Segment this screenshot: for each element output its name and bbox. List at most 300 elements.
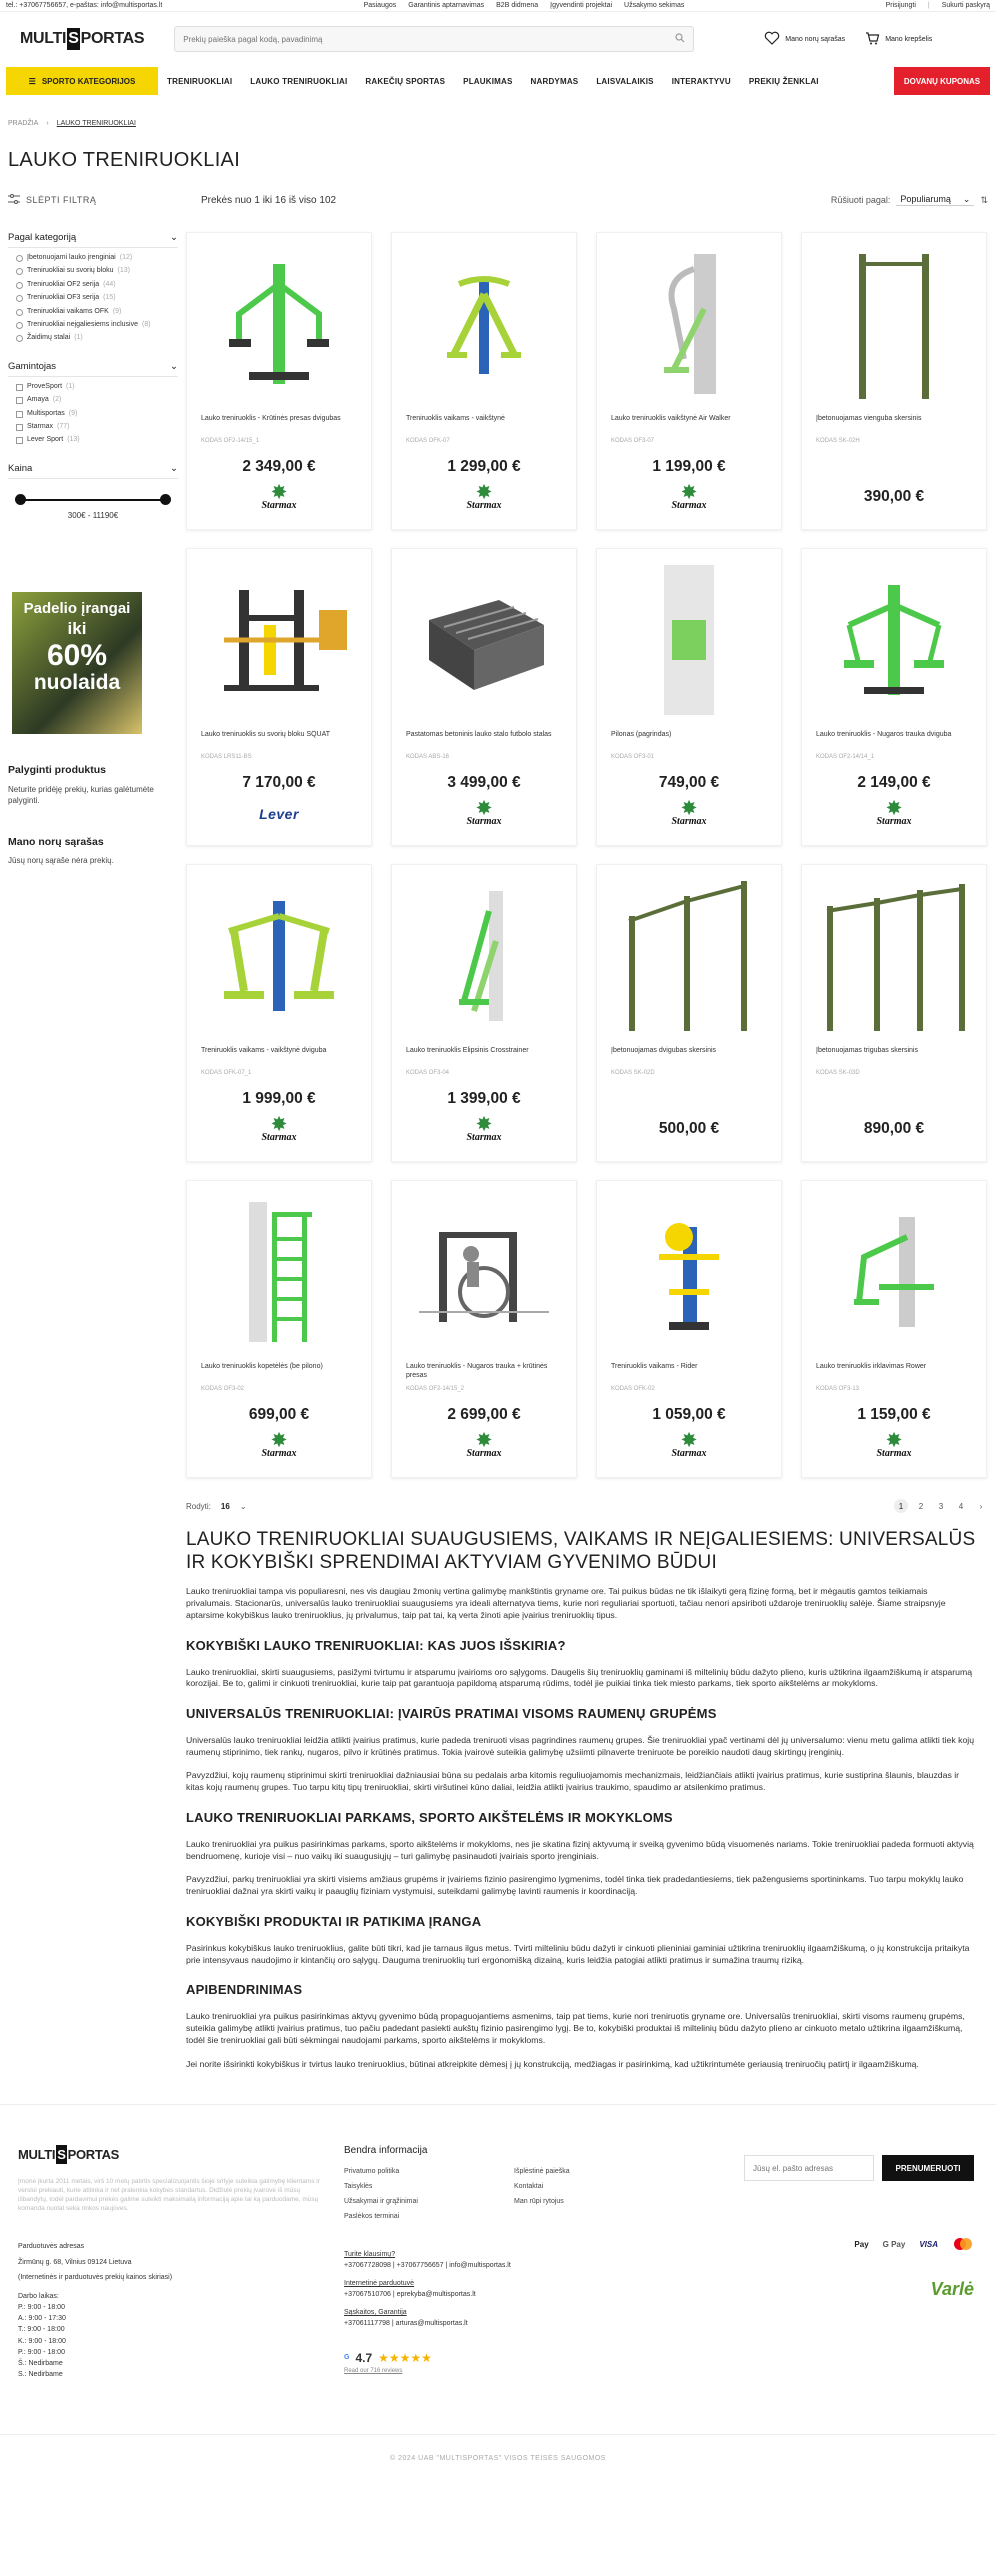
footer-link[interactable]: Man rūpi rytojus [514,2198,564,2206]
pagination-bar [186,1498,988,1514]
product-card[interactable] [391,548,577,846]
breadcrumb-separator: › [46,120,49,127]
brand-logo-starmax [406,1432,562,1459]
opening-hours-line: Š.: Nedirbame [18,2360,63,2368]
chevron-down-icon: ⌄ [170,232,178,243]
brand-option-label: ProveSport [27,382,63,390]
product-grid [186,232,988,1478]
google-rating[interactable] [344,2349,744,2367]
checkbox[interactable] [16,384,23,391]
brand-option-count: (2) [52,396,62,404]
product-card[interactable] [391,1180,577,1478]
header [0,12,996,66]
product-price: 1 999,00 € [242,1090,316,1107]
price-facet-header[interactable] [8,463,178,479]
chevron-down-icon: ⌄ [962,194,971,204]
category-option-label: Žaidimų stalai [27,334,71,342]
hide-filters-button[interactable] [8,194,201,206]
product-name[interactable]: Treniruoklis vaikams - vaikštynė [406,415,505,422]
checkbox[interactable] [16,411,23,418]
star-icon: ✸ [681,1430,697,1450]
category-facet [8,232,178,343]
radio[interactable] [16,309,23,316]
radio[interactable] [16,268,23,275]
brand-option-label: Starmax [27,422,54,430]
product-listing [186,232,988,2070]
brand-name: Starmax [671,816,707,827]
brand-facet-header[interactable] [8,361,178,377]
product-card[interactable] [801,232,987,530]
brand-name: Starmax [466,500,502,511]
footer-about: Įmonė įkurta 2011 metais, virš 10 metų patirtis specializuojantis šioje srityje suteikia galimybę klientams ir verslui prekiauti, kurie atitinka ir net pralenkia kokybės standartus. Didžiulė prekių įvairovė iš mūsų išbandytų, todėl pardavimui prekės galime suteikti maksimalią informaciją apie tai ką parduodame, mūsų komanda nuolat seka rinkos naujoves. [18,2178,320,2212]
category-option[interactable] [16,294,178,302]
opening-hours-line: T.: 9:00 - 18:00 [18,2326,65,2334]
checkbox[interactable] [16,437,23,444]
product-code: KODAS OF2-14/15_2 [406,1386,465,1392]
category-option[interactable] [16,308,178,316]
sort-value: Populiarumą [900,194,951,204]
star-icon: ✸ [886,1430,902,1450]
nav-item-interaktyvu[interactable]: INTERAKTYVU [671,76,731,86]
filters-sidebar [0,232,186,2070]
footer-link[interactable]: Paslėkos terminai [344,2213,400,2221]
footer-link[interactable]: Taisyklės [344,2183,373,2191]
product-code: KODAS OF3-07 [611,438,655,444]
product-name[interactable]: Lauko treniruoklis irklavimas Rower [816,1363,927,1370]
seo-content [186,1528,988,2070]
product-price: 1 159,00 € [857,1406,931,1423]
apple-pay-icon: Pay [854,2239,869,2249]
next-page-icon[interactable]: › [979,1501,983,1511]
breadcrumb [0,120,996,127]
newsletter-email-input[interactable] [744,2155,874,2181]
brand-name: Starmax [261,1448,297,1459]
rating-stars-icon: ★★★★★ [378,2351,432,2366]
product-card[interactable] [391,864,577,1162]
category-option-count: (12) [119,254,133,261]
product-name[interactable]: Treniruoklis vaikams - vaikštynė dviguba [201,1047,327,1054]
brand-option[interactable] [16,410,178,418]
product-price: 2 349,00 € [242,458,316,475]
brand-logo-starmax [611,800,767,827]
brand-logo-starmax [201,484,357,511]
seo-paragraph: Lauko treniruokliai yra puikus pasirinkimas parkams, sporto aikštelėms ir mokykloms, nes jie skatina fizinį aktyvumą ir sveiką gyvenimo būdą visuomenės nariams. Tokie treniruokliai padeda formuoti aktyvią bendruomenę, kurioje visi – nuo vaikų iki suaugusiųjų – turi galimybę pasinaudoti įvairiais sporto įrenginiais. [186,1838,974,1861]
opening-hours-line: S.: Nedirbame [18,2371,63,2379]
product-name[interactable]: Įbetonuojamas trigubas skersinis [816,1047,918,1054]
brand-option-label: Multisportas [27,409,65,417]
brand-name: Starmax [466,1132,502,1143]
per-page-select[interactable]: 16 [220,1501,230,1511]
seo-subheading: UNIVERSALŪS TRENIRUOKLIAI: ĮVAIRŪS PRATIMAI VISOMS RAUMENŲ GRUPĖMS [186,1706,717,1722]
brand-name: Starmax [671,500,707,511]
sport-categories-label: SPORTO KATEGORIJOS [41,76,136,86]
product-code: KODAS OF3-01 [611,754,655,760]
price-slider-max-handle[interactable] [160,494,171,505]
checkbox[interactable] [16,424,23,431]
brand-name: Starmax [466,816,502,827]
footer-info-title: Bendra informacija [344,2145,428,2157]
site-logo[interactable] [20,28,144,50]
brand-option-label: Amaya [27,396,49,404]
wishlist-text: Jūsų norų sąraše nėra prekių. [8,856,114,866]
sort-label: Rūšiuoti pagal: [830,195,891,205]
category-option[interactable] [16,334,178,342]
varle-logo[interactable]: Varlė [930,2279,974,2300]
brand-name: Starmax [466,1448,502,1459]
seo-paragraph: Pavyzdžiui, kojų raumenų stiprinimui skirti treniruokliai dažniausiai būna su pedalais arba kitomis reguliuojamomis mechanizmais, leidžiančiais atlikti įvairius pratimus, kurie sustiprina šlaunis, blauzdas ir kitas kojų raumenų grupes. Tuo tarpu kitų tipų treniruokliai, skirti viršutinei kūno daliai, leidžia atlikti įvairius traukimo, spaudimo ar atsilenkimo pratimus. [186,1770,960,1793]
compare-title: Palyginti produktus [8,763,107,776]
nav-item-treniruokliai[interactable]: TRENIRUOKLIAI [167,76,233,86]
nav-item-laisvalaikis[interactable]: LAISVALAIKIS [596,76,654,86]
product-image[interactable] [611,245,767,403]
footer [0,2104,996,2434]
checkbox[interactable] [16,397,23,404]
gift-voucher-button[interactable]: DOVANŲ KUPONAS [894,67,990,95]
compare-text: Neturite pridėję prekių, kurias galėtumėte palyginti. [8,784,154,805]
brand-option-count: (9) [68,409,78,417]
product-count: Prekės nuo 1 iki 16 iš viso 102 [201,194,337,206]
contact-lines-questions[interactable]: +37067728098 | +37067756657 | info@multisportas.lt [344,2261,511,2269]
product-image[interactable] [201,877,357,1035]
brand-logo-starmax [201,1116,357,1143]
product-card[interactable] [391,232,577,530]
sort-direction-icon[interactable]: ⇅ [980,194,988,205]
rating-value: 4.7 [355,2351,373,2366]
radio[interactable] [16,282,23,289]
product-card[interactable] [596,232,782,530]
rating-note[interactable]: Read our 716 reviews [344,2368,403,2375]
brand-logo-starmax [406,800,562,827]
product-card[interactable] [801,1180,987,1478]
category-option-count: (15) [103,294,116,302]
product-card[interactable] [186,232,372,530]
product-name[interactable]: Lauko treniruoklis - Nugaros trauka dviguba [816,731,952,738]
copyright: © 2024 UAB "MULTISPORTAS" VISOS TEISĖS SAUGOMOS [0,2434,996,2482]
seo-paragraph: Jei norite išsirinkti kokybiškus ir tvirtus lauko treniruoklius, būtinai atkreipkite dėmesį į jų konstrukciją, medžiagas ir pasirinkimą, kad užtikrintumėte geriausią treniruočių patirtį ir ilgaamžiškumą. [186,2058,919,2069]
star-icon: ✸ [271,1430,287,1450]
contact-title-questions: Turite klausimų? [344,2251,396,2259]
seo-subheading: APIBENDRINIMAS [186,1982,303,1998]
footer-logo-right: PORTAS [67,2147,120,2163]
product-name[interactable]: Lauko treniruoklis Elipsinis Crosstrainer [406,1047,529,1054]
product-price: 7 170,00 € [242,774,316,791]
search-input[interactable] [183,35,635,44]
brand-logo-starmax [816,1432,972,1459]
filter-sliders-icon [8,194,20,206]
product-card[interactable] [801,864,987,1162]
product-price: 1 059,00 € [652,1406,726,1423]
listing-toolbar [0,192,996,208]
seo-paragraph: Pasirinkus kokybiškus lauko treniruoklius, galite būti tikri, kad jie tarnaus ilgus metus. Tvirti milteliniu būdu dažyti ir cinkuoti plieniniai gaminiai užtikrina treniruoklių ilgaamžiškumą, o jų konstrukcija pritaikyta prie intensyvaus naudojimo ir kintančių oro sąlygų. Dauguma treniruoklių turi ergonomišką dizainą, kuris leidžia patogiai atlikti pratimus ir sumažina traumų riziką. [186,1942,970,1965]
top-link-projects[interactable]: Įgyvendinti projektai [550,2,613,9]
login-link[interactable]: Prisijungti [885,2,916,9]
product-image[interactable] [611,561,767,719]
product-image[interactable] [406,1193,562,1351]
seo-subheading: KOKYBIŠKI PRODUKTAI IR PATIKIMA ĮRANGA [186,1913,482,1929]
chevron-down-icon: ⌄ [239,1501,247,1511]
product-card[interactable] [596,1180,782,1478]
seo-paragraph: Lauko treniruokliai, skirti suaugusiems, pasižymi tvirtumu ir atsparumu įvairioms oro sąlygoms. Daugelis šių treniruoklių gaminami iš miltelinių būdu dažyto plieno, kuris užtikrina ilgaamžiškumą ir atsparumą korozijai. Be to, galimi ir cinkuoti treniruokliai, kurie taip pat garantuoja papildomą atsparumą rūdims, todėl jie puikiai tinka tiek miesto parkams, tiek sporto aikštelėms ar mokykloms. [186,1666,973,1689]
product-name[interactable]: Įbetonuojamas dvigubas skersinis [611,1047,717,1054]
cart-button[interactable] [865,31,932,48]
breadcrumb-home[interactable]: PRADŽIA [8,120,39,127]
page-link[interactable]: 1 [894,1499,908,1513]
price-range-text: 300€ - 11190€ [67,510,119,520]
product-image[interactable] [611,1193,767,1351]
brand-option[interactable] [16,396,178,404]
hours-title: Darbo laikas: [18,2292,59,2300]
footer-link[interactable]: Privatumo politika [344,2168,400,2176]
wishlist-title: Mano norų sąrašas [8,836,104,849]
radio[interactable] [16,335,23,342]
top-link-b2b[interactable]: B2B didmena [496,2,539,9]
promo-line-3: 60% [46,638,108,672]
brand-logo-starmax [406,484,562,511]
top-link-order-tracking[interactable]: Užsakymo sekimas [624,2,685,9]
category-option[interactable] [16,267,178,275]
radio[interactable] [16,255,23,262]
product-image[interactable] [406,561,562,719]
nav-item-plaukimas[interactable]: PLAUKIMAS [463,76,513,86]
seo-paragraph: Lauko treniruokliai tampa vis populiaresni, nes vis daugiau žmonių vertina galimybę mankštintis gryname ore. Tai puikus būdas ne tik išlaikyti gerą fizinę formą, bet ir mėgautis gamtos teikiamais privalumais. Stacionarūs, universalūs lauko treniruokliai suaugusiems yra ideali alternatyva tiems, kurie nori reguliariai sportuoti, tačiau nenori apsiriboti uždaroje treniruoklių salėje. Šiame straipsnyje aptarsime kokybiškus lauko treniruoklius, jų privalumus, taip pat tai, ką verta žinoti apie įvairius treniruoklių tipus. [186,1586,946,1620]
product-image[interactable] [406,245,562,403]
product-price: 1 299,00 € [447,458,521,475]
category-option-label: Treniruokliai OF3 serija [27,294,100,302]
star-icon: ✸ [476,1114,492,1134]
product-image[interactable] [406,877,562,1035]
contact-lines-invoices[interactable]: +37061117798 | arturas@multisportas.lt [344,2319,468,2327]
brand-option-count: (1) [66,382,75,390]
category-option-label: Treniruokliai vaikams OFK [27,307,109,315]
product-name[interactable]: Lauko treniruoklis kopetėlės (be pilono) [201,1363,323,1370]
logo-text-right: PORTAS [80,30,145,47]
contact-title-invoices: Sąskaitos, Garantija [344,2309,407,2317]
radio[interactable] [16,322,23,329]
brand-logo-starmax [611,484,767,511]
product-image[interactable] [816,877,972,1035]
price-facet-title: Kaina [8,462,33,474]
contact-lines-eshop[interactable]: +37067510706 | eprekyba@multisportas.lt [344,2290,476,2298]
menu-icon: ☰ [28,76,36,86]
search-bar [174,26,694,52]
product-card[interactable] [186,548,372,846]
brand-logo-starmax [201,1432,357,1459]
product-image[interactable] [201,1193,357,1351]
product-code: KODAS OFK-07_1 [201,1070,252,1076]
brand-logo-lever: Lever [259,806,299,822]
product-price: 749,00 € [658,774,720,791]
store-note: (Internetinės ir parduotuvės prekių kainos skiriasi) [18,2273,173,2281]
product-price: 500,00 € [658,1120,720,1137]
nav-item-prekiu-zenklai[interactable]: PREKIŲ ŽENKLAI [748,76,819,86]
product-name[interactable]: Lauko treniruoklis - Krūtinės presas dvigubas [201,415,341,422]
product-price: 890,00 € [863,1120,925,1137]
product-name[interactable]: Pastatomas betoninis lauko stalo futbolo stalas [406,731,552,738]
footer-logo[interactable] [18,2145,344,2164]
page-title: LAUKO TRENIRUOKLIAI [8,149,241,171]
product-code: KODAS OF3-02 [201,1386,245,1392]
category-option-count: (8) [142,320,151,328]
page-link[interactable]: 4 [958,1501,964,1511]
product-image[interactable] [201,245,357,403]
category-option-count: (44) [103,280,116,288]
product-name[interactable]: Lauko treniruoklis vaikštynė Air Walker [611,415,731,422]
product-name[interactable]: Pilonas (pagrindas) [611,731,672,738]
category-option[interactable] [16,254,178,262]
top-link-warranty[interactable]: Garantinis aptarnavimas [408,2,485,9]
footer-link[interactable]: Užsakymai ir grąžinimai [344,2198,418,2206]
product-name[interactable]: Treniruoklis vaikams - Rider [611,1363,698,1370]
product-price: 1 199,00 € [652,458,726,475]
product-code: KODAS LRS11-BS [201,754,252,760]
visa-icon: VISA [919,2239,938,2249]
product-image[interactable] [816,1193,972,1351]
payment-methods [744,2237,974,2251]
category-option-label: Įbetonuojami lauko įrenginiai [27,254,116,261]
product-price: 1 399,00 € [447,1090,521,1107]
compare-block [8,764,178,806]
category-option-label: Treniruokliai neįgaliesiems inclusive [27,320,139,328]
brand-name: Starmax [876,816,912,827]
product-name[interactable]: Lauko treniruoklis - Nugaros trauka + krūtinės presas [406,1363,548,1379]
wishlist-block [8,836,178,865]
product-card[interactable] [596,548,782,846]
breadcrumb-current[interactable]: LAUKO TRENIRUOKLIAI [56,120,136,127]
top-bar [0,0,996,12]
brand-logo-starmax [816,800,972,827]
newsletter-form [744,2155,974,2181]
footer-logo-left: MULTI [18,2147,56,2163]
page-link[interactable]: 3 [938,1501,944,1511]
wishlist-button[interactable] [764,31,845,47]
footer-link[interactable]: Kontaktai [514,2183,544,2191]
seo-subheading: LAUKO TRENIRUOKLIAI PARKAMS, SPORTO AIKŠTELĖMS IR MOKYKLOMS [186,1809,673,1825]
top-link-services[interactable]: Pasiaugos [363,2,397,9]
heart-icon [764,31,780,47]
brand-option[interactable] [16,436,178,444]
contact-title-eshop: Internetinė parduotuvė [344,2280,415,2288]
main-nav [0,66,996,96]
brand-name: Starmax [261,1132,297,1143]
star-icon: ✸ [681,482,697,502]
category-option-count: (13) [117,267,130,275]
star-icon: ✸ [886,798,902,818]
per-page-label: Rodyti: [186,1501,211,1511]
star-icon: ✸ [271,1114,287,1134]
logo-text-box: S [67,28,79,50]
footer-logo-box: S [57,2147,66,2163]
seo-paragraph: Universalūs lauko treniruokliai leidžia atlikti įvairius pratimus, kurie padeda treniruoti visas pagrindines raumenų grupes. Šie treniruokliai ypač vertinami dėl jų universalumo: vienu metu galima atlikti tiek kojų raumenų stiprinimo, tiek rankų, nugaros, pilvo ir krūtinės pratimus. Tokia įvairovė suteikia galimybę užsiimti pilnaverte treniruote be poreikio naudoti daug skirtingų įrenginių. [186,1735,975,1757]
product-code: KODAS SK-02D [611,1070,655,1076]
seo-paragraph: Pavyzdžiui, parkų treniruokliai yra skirti visiems amžiaus grupėms ir įvairiems fizinio pasirengimo lygmenims, todėl tinka tiek pradedantiesiems, tiek pažengusiems sportininkams. Tuo tarpu mokyklų lauko treniruokliai dažnai yra skirti vaikų ir paauglių fiziniam vystymuisi, suteikdami galimybę lavinti raumenis ir koordinaciją. [186,1874,964,1897]
footer-link [514,2213,684,2220]
chevron-down-icon: ⌄ [170,360,178,372]
nav-item-raketu-sportas[interactable]: RAKEČIŲ SPORTAS [365,76,446,86]
category-option[interactable] [16,321,178,329]
promo-line-4: nuolaida [33,670,121,694]
chevron-down-icon: ⌄ [170,462,178,474]
brand-option-label: Lever Sport [27,436,64,444]
opening-hours-line: P.: 9:00 - 18:00 [18,2304,65,2312]
brand-name: Starmax [876,1448,912,1459]
price-facet [8,463,178,520]
footer-link[interactable]: Išplėstinė paieška [514,2168,570,2176]
brand-facet [8,361,178,445]
product-name[interactable]: Įbetonuojamas vienguba skersinis [816,415,922,422]
brand-option[interactable] [16,423,178,431]
seo-heading: LAUKO TRENIRUOKLIAI SUAUGUSIEMS, VAIKAMS IR NEĮGALIESIEMS: UNIVERSALŪS IR KOKYBIŠKI SPRENDIMAI AKTYVIAM GYVENIMO BŪDUI [186,1529,976,1574]
wishlist-label: Mano norų sąrašas [785,35,846,43]
brand-name: Starmax [261,500,297,511]
opening-hours-line: P.: 9:00 - 18:00 [18,2348,65,2356]
star-icon: ✸ [476,482,492,502]
brand-option[interactable] [16,383,178,391]
hide-filters-label: SLĖPTI FILTRĄ [26,195,97,205]
register-link[interactable]: Sukurti paskyrą [941,2,990,9]
product-code: KODAS OFK-07 [406,438,450,444]
google-pay-icon: G Pay [882,2239,906,2249]
top-contact: tel.: +37067756657, e-paštas: info@multisportas.lt [6,2,163,9]
price-slider [20,493,166,507]
category-facet-title: Pagal kategoriją [8,232,77,243]
brand-name: Starmax [671,1448,707,1459]
product-code: KODAS OFK-02 [611,1386,655,1392]
promo-line-1: Padelio įrangai [23,599,131,617]
sort-select[interactable] [896,194,974,206]
brand-logo-starmax [611,1432,767,1459]
price-slider-track [20,499,166,501]
product-price: 3 499,00 € [447,774,521,791]
price-slider-min-handle[interactable] [15,494,26,505]
category-option-count: (1) [74,334,83,342]
product-code: KODAS OF3-04 [406,1070,450,1076]
product-name[interactable]: Lauko treniruoklis su svorių bloku SQUAT [201,731,331,738]
category-option-label: Treniruokliai OF2 serija [27,280,100,288]
product-card[interactable] [186,1180,372,1478]
product-image[interactable] [816,561,972,719]
product-card[interactable] [801,548,987,846]
star-icon: ✸ [476,798,492,818]
sport-categories-button[interactable] [6,67,158,95]
nav-item-lauko-treniruokliai[interactable]: LAUKO TRENIRUOKLIAI [250,76,348,86]
nav-item-nardymas[interactable]: NARDYMAS [530,76,579,86]
brand-facet-title: Gamintojas [8,360,57,372]
product-image[interactable] [816,245,972,403]
seo-subheading: KOKYBIŠKI LAUKO TRENIRUOKLIAI: KAS JUOS IŠSKIRIA? [186,1637,566,1653]
newsletter-subscribe-button[interactable]: PRENUMERUOTI [882,2155,974,2181]
top-separator: | [927,2,930,9]
star-icon: ✸ [271,482,287,502]
product-image[interactable] [611,877,767,1035]
padel-promo-banner[interactable] [12,592,142,734]
store-address: Žirmūnų g. 68, Vilnius 09124 Lietuva [18,2258,132,2266]
product-price: 390,00 € [863,488,925,505]
category-option-label: Treniruokliai su svorių bloku [27,267,114,275]
category-option[interactable] [16,281,178,289]
brand-option-count: (13) [67,436,80,444]
product-card[interactable] [186,864,372,1162]
radio[interactable] [16,295,23,302]
product-image[interactable] [201,561,357,719]
product-card[interactable] [596,864,782,1162]
category-facet-header[interactable] [8,232,178,248]
search-icon[interactable] [675,33,685,45]
product-code: KODAS OF3-13 [816,1386,860,1392]
product-code: KODAS SK-03D [816,1070,860,1076]
page-link[interactable]: 2 [918,1501,924,1511]
opening-hours-line: K.: 9:00 - 18:00 [18,2337,66,2345]
cart-icon [865,31,880,48]
